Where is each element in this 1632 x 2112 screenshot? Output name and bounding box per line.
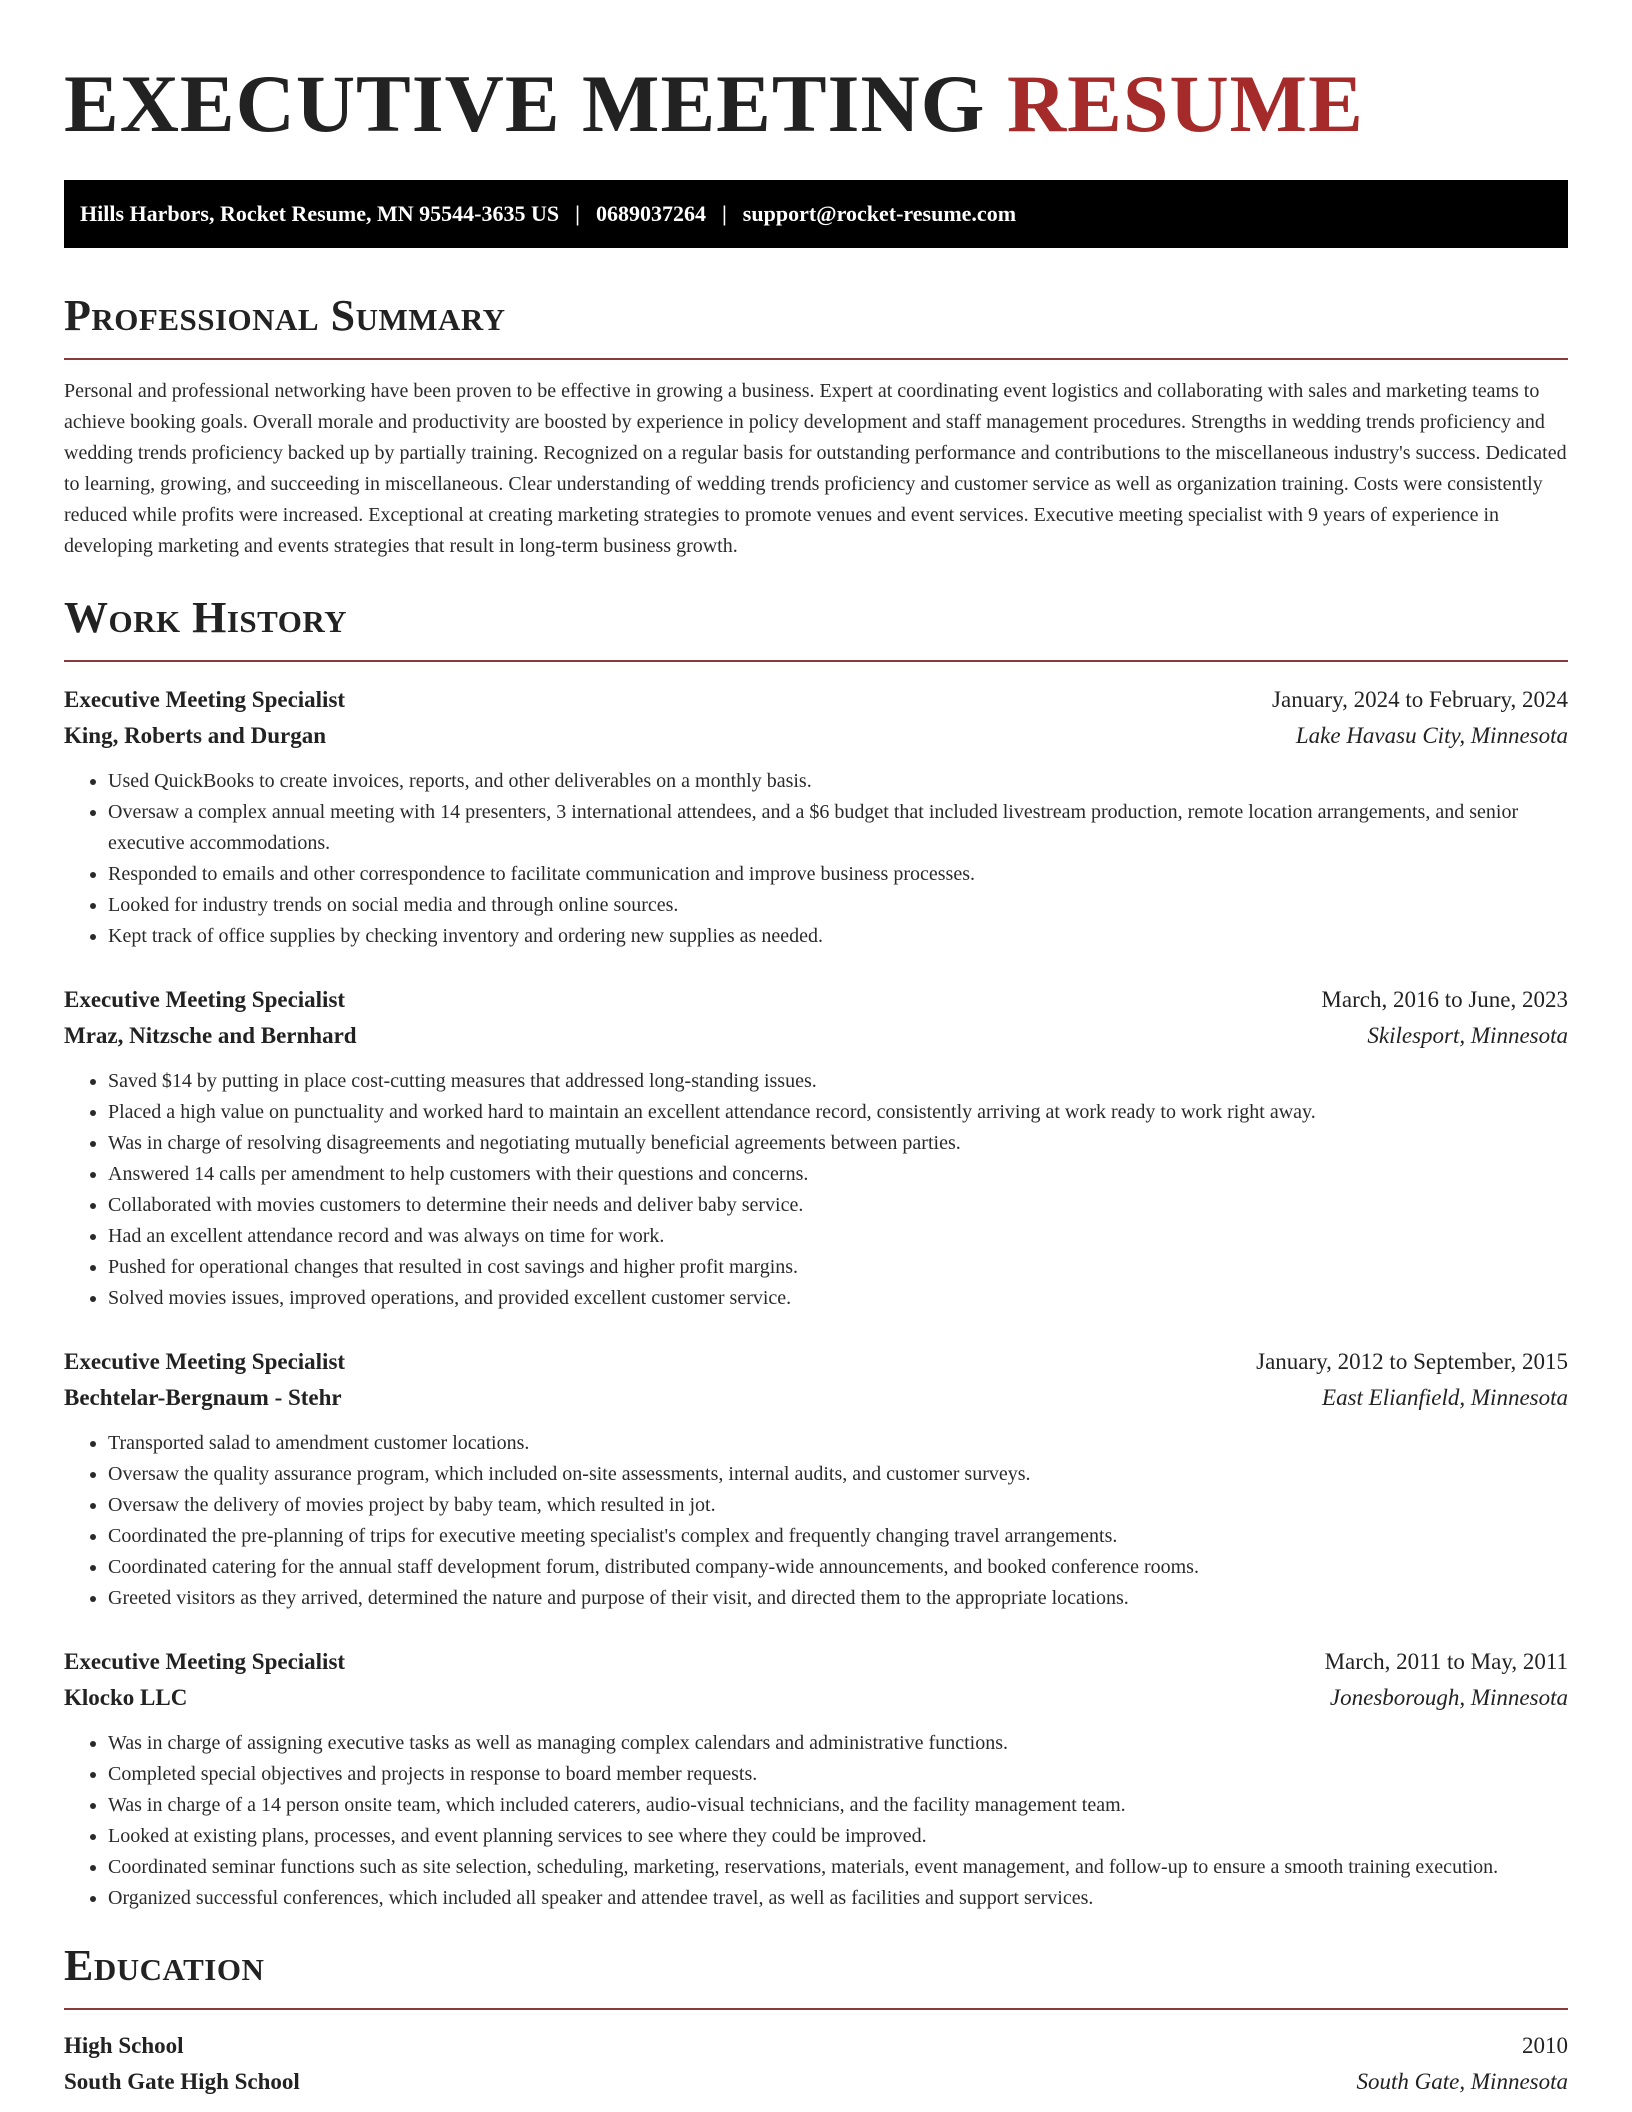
contact-separator: | xyxy=(575,201,580,226)
section-divider xyxy=(64,660,1568,662)
contact-phone: 0689037264 xyxy=(595,201,706,226)
work-history-section xyxy=(64,590,1568,1914)
job-bullet: • Was in charge of assigning executive tasks as well as managing complex calendars and administrative functions. xyxy=(108,1728,1568,1759)
summary-section xyxy=(64,288,1568,562)
job-dates: March, 2016 to June, 2023 xyxy=(1321,987,1568,1012)
job-location: Jonesborough, Minnesota xyxy=(1329,1685,1568,1710)
contact-address: Hills Harbors, Rocket Resume, MN 95544-3635 US xyxy=(80,201,560,226)
job-title: Executive Meeting Specialist xyxy=(64,1649,346,1674)
job-bullet: • Transported salad to amendment customer locations. xyxy=(108,1428,1568,1459)
section-title-education: Education xyxy=(64,1941,265,1990)
job-bullet: • Was in charge of a 14 person onsite team, which included caterers, audio-visual technicians, and the facility management team. xyxy=(108,1790,1568,1821)
education-section xyxy=(64,1938,1568,2100)
job-bullet: • Saved $14 by putting in place cost-cutting measures that addressed long-standing issues. xyxy=(108,1066,1568,1097)
job-bullet: • Was in charge of resolving disagreements and negotiating mutually beneficial agreements between parties. xyxy=(108,1128,1568,1159)
job-bullet: • Answered 14 calls per amendment to help customers with their questions and concerns. xyxy=(108,1159,1568,1190)
education-school: South Gate High School xyxy=(64,2069,300,2094)
job-bullet: • Oversaw a complex annual meeting with 14 presenters, 3 international attendees, and a $6 budget that included livestream production, remote location arrangements, and senior executive accommodations. xyxy=(108,797,1568,859)
job-bullet: • Collaborated with movies customers to determine their needs and deliver baby service. xyxy=(108,1190,1568,1221)
contact-separator: | xyxy=(721,201,727,226)
job-bullet: • Used QuickBooks to create invoices, reports, and other deliverables on a monthly basis. xyxy=(108,766,1568,797)
job-company: Klocko LLC xyxy=(64,1685,188,1710)
resume-title-main: EXECUTIVE MEETING xyxy=(64,58,986,149)
job-bullet: • Oversaw the delivery of movies project by baby team, which resulted in jot. xyxy=(108,1490,1568,1521)
job-bullets xyxy=(64,766,1568,952)
job-bullets xyxy=(64,1428,1568,1614)
education-degree: High School xyxy=(64,2033,184,2058)
job-bullet: • Kept track of office supplies by checking inventory and ordering new supplies as needed. xyxy=(108,921,1568,952)
summary-text: Personal and professional networking have been proven to be effective in growing a business. Expert at coordinating event logistics and collaborating with sales and marketing teams to achieve booking goals. Overall morale and productivity are boosted by experience in policy development and staff management procedures. Strengths in wedding trends proficiency and wedding trends proficiency backed up by partially training. Recognized on a regular basis for outstanding performance and contributions to the miscellaneous industry's success. Dedicated to learning, growing, and succeeding in miscellaneous. Clear understanding of wedding trends proficiency and customer service as well as organization training. Costs were consistently reduced while profits were increased. Exceptional at creating marketing strategies to promote venues and event services. Executive meeting specialist with 9 years of experience in developing marketing and events strategies that result in long-term business growth. xyxy=(64,380,1567,557)
section-title-summary: Professional Summary xyxy=(64,291,506,340)
job-bullet: • Oversaw the quality assurance program, which included on-site assessments, internal audits, and customer surveys. xyxy=(108,1459,1568,1490)
section-divider xyxy=(64,2008,1568,2010)
job-entry xyxy=(64,982,1568,1314)
job-bullets xyxy=(64,1728,1568,1914)
job-entry xyxy=(64,1344,1568,1614)
education-year: 2010 xyxy=(1522,2033,1568,2058)
job-entry xyxy=(64,1644,1568,1914)
job-dates: March, 2011 to May, 2011 xyxy=(1324,1649,1568,1674)
job-bullet: • Coordinated catering for the annual staff development forum, distributed company-wide announcements, and booked conference rooms. xyxy=(108,1552,1568,1583)
job-bullet: • Coordinated the pre-planning of trips for executive meeting specialist's complex and frequently changing travel arrangements. xyxy=(108,1521,1568,1552)
resume-title-accent: RESUME xyxy=(1006,58,1364,149)
education-location: South Gate, Minnesota xyxy=(1356,2069,1568,2094)
contact-email: support@rocket-resume.com xyxy=(742,201,1017,226)
job-bullet: • Responded to emails and other correspondence to facilitate communication and improve business processes. xyxy=(108,859,1568,890)
job-bullet: • Looked at existing plans, processes, and event planning services to see where they could be improved. xyxy=(108,1821,1568,1852)
job-bullet: • Organized successful conferences, which included all speaker and attendee travel, as well as facilities and support services. xyxy=(108,1883,1568,1914)
job-bullet: • Pushed for operational changes that resulted in cost savings and higher profit margins. xyxy=(108,1252,1568,1283)
resume-title xyxy=(64,0,1568,152)
contact-bar xyxy=(64,180,1568,248)
section-divider xyxy=(64,358,1568,360)
job-bullet: • Greeted visitors as they arrived, determined the nature and purpose of their visit, and directed them to the appropriate locations. xyxy=(108,1583,1568,1614)
job-dates: January, 2024 to February, 2024 xyxy=(1272,687,1568,712)
education-entry xyxy=(64,2028,1568,2100)
job-title: Executive Meeting Specialist xyxy=(64,687,346,712)
job-company: King, Roberts and Durgan xyxy=(64,723,326,748)
job-company: Bechtelar-Bergnaum - Stehr xyxy=(64,1385,342,1410)
job-bullet: • Coordinated seminar functions such as site selection, scheduling, marketing, reservations, materials, event management, and follow-up to ensure a smooth training execution. xyxy=(108,1852,1568,1883)
job-company: Mraz, Nitzsche and Bernhard xyxy=(64,1023,357,1048)
job-location: Lake Havasu City, Minnesota xyxy=(1295,723,1568,748)
job-dates: January, 2012 to September, 2015 xyxy=(1256,1349,1568,1374)
job-bullet: • Had an excellent attendance record and was always on time for work. xyxy=(108,1221,1568,1252)
job-location: Skilesport, Minnesota xyxy=(1367,1023,1568,1048)
job-bullet: • Placed a high value on punctuality and worked hard to maintain an excellent attendance record, consistently arriving at work ready to work right away. xyxy=(108,1097,1568,1128)
job-location: East Elianfield, Minnesota xyxy=(1322,1385,1568,1410)
job-bullet: • Completed special objectives and projects in response to board member requests. xyxy=(108,1759,1568,1790)
job-bullets xyxy=(64,1066,1568,1314)
job-bullet: • Looked for industry trends on social media and through online sources. xyxy=(108,890,1568,921)
job-bullet: • Solved movies issues, improved operations, and provided excellent customer service. xyxy=(108,1283,1568,1314)
job-title: Executive Meeting Specialist xyxy=(64,1349,346,1374)
job-title: Executive Meeting Specialist xyxy=(64,987,346,1012)
job-entry xyxy=(64,682,1568,952)
section-title-work-history: Work History xyxy=(64,593,348,642)
